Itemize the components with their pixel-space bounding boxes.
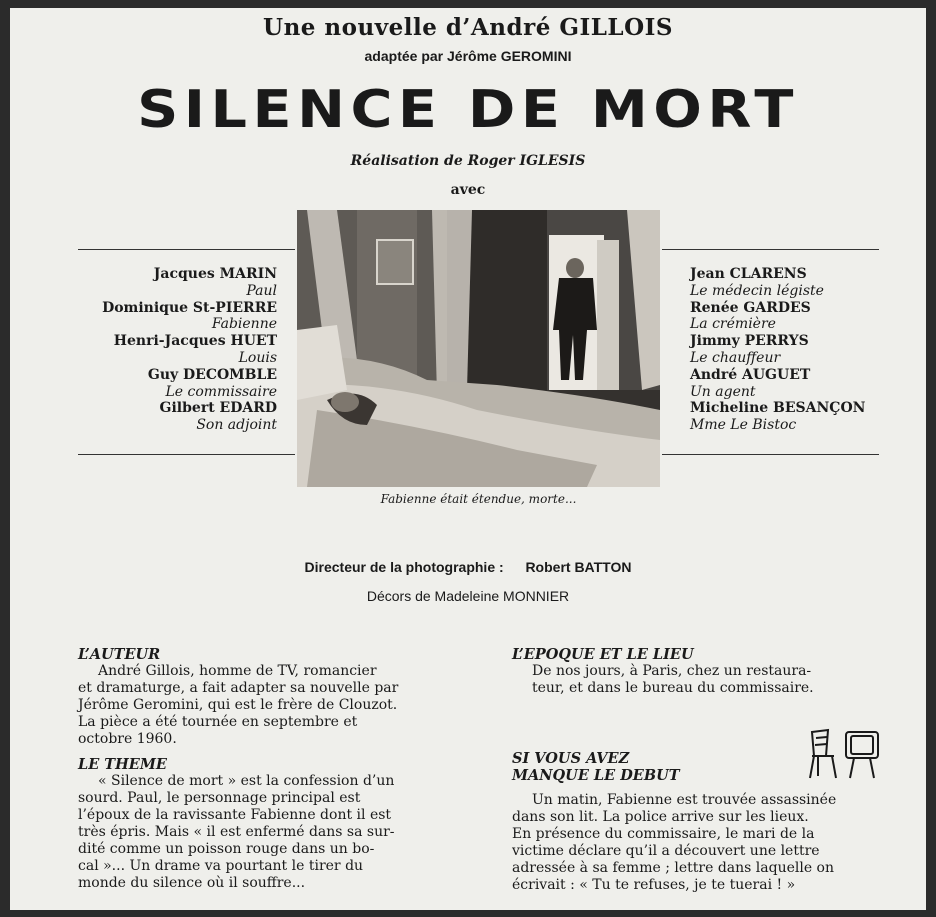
cast-role: Fabienne — [211, 316, 277, 333]
section-heading: L’AUTEUR — [78, 646, 161, 663]
cast-actor: Renée GARDES — [690, 299, 811, 316]
cast-list-left — [17, 266, 277, 434]
decors-credit: Décors de Madeleine MONNIER — [366, 588, 570, 604]
divider-right-bottom — [662, 454, 879, 455]
photo-caption: Fabienne était étendue, morte... — [380, 492, 577, 506]
cast-actor: Dominique St-PIERRE — [102, 299, 277, 316]
paragraph-line: monde du silence où il souffre... — [78, 875, 306, 891]
cast-role: Le médecin légiste — [690, 282, 824, 299]
photography-label: Directeur de la photographie : — [304, 559, 504, 575]
cast-actor: Jimmy PERRYS — [690, 333, 809, 350]
cast-actor: Jacques MARIN — [153, 266, 277, 282]
divider-left-bottom — [78, 454, 295, 455]
paragraph-line: Un matin, Fabienne est trouvée assassinée — [532, 792, 837, 808]
paragraph-line: et dramaturge, a fait adapter sa nouvelle par — [78, 680, 399, 696]
cast-role: Paul — [246, 282, 277, 299]
page-title: SILENCE DE MORT — [137, 80, 799, 140]
photography-name: Robert BATTON — [525, 559, 632, 575]
section-heading: LE THEME — [78, 756, 167, 773]
paragraph-line: très épris. Mais « il est enfermé dans sa sur- — [78, 824, 395, 840]
section-auteur — [78, 646, 446, 748]
cast-role: Mme Le Bistoc — [690, 417, 797, 434]
paragraph-line: victime déclare qu’il a découvert une lettre — [512, 843, 820, 859]
section-debut — [512, 750, 882, 894]
paragraph-line: écrivait : « Tu te refuses, je te tuerai ! » — [512, 877, 796, 893]
cast-role: Son adjoint — [196, 417, 277, 434]
paragraph-line: teur, et dans le bureau du commissaire. — [532, 680, 814, 696]
cast-actor: Gilbert EDARD — [159, 400, 277, 417]
cast-actor: Henri-Jacques HUET — [113, 333, 277, 350]
director-credit: Réalisation de Roger IGLESIS — [350, 153, 586, 169]
cast-actor: Guy DECOMBLE — [147, 366, 277, 383]
paragraph-line: sourd. Paul, le personnage principal est — [78, 790, 361, 806]
paragraph-line: adressée à sa femme ; lettre dans laquelle on — [512, 860, 834, 876]
header-adapter: adaptée par Jérôme GEROMINI — [364, 48, 572, 64]
cast-list-right — [690, 266, 920, 434]
section-theme — [78, 756, 446, 892]
cast-role: Le commissaire — [165, 383, 277, 400]
paragraph-line: Jérôme Geromini, qui est le frère de Clouzot. — [78, 697, 398, 713]
section-heading-line1: SI VOUS AVEZ — [512, 750, 630, 767]
paragraph-line: En présence du commissaire, le mari de la — [512, 826, 815, 842]
photography-credit — [10, 559, 926, 575]
cast-role: La crémière — [690, 316, 776, 333]
magazine-page — [10, 8, 926, 910]
cast-actor: Jean CLARENS — [690, 266, 807, 282]
paragraph-line: André Gillois, homme de TV, romancier — [98, 663, 377, 679]
paragraph-line: La pièce a été tournée en septembre et — [78, 714, 358, 730]
cast-role: Un agent — [690, 383, 756, 400]
section-epoque — [512, 646, 882, 697]
paragraph-line: cal »... Un drame va pourtant le tirer du — [78, 858, 364, 874]
divider-left-top — [78, 249, 295, 250]
cast-actor: André AUGUET — [690, 366, 811, 383]
divider-right-top — [662, 249, 879, 250]
section-heading: L’EPOQUE ET LE LIEU — [512, 646, 694, 663]
scene-photo — [297, 210, 660, 487]
paragraph-line: dans son lit. La police arrive sur les lieux. — [512, 809, 809, 825]
paragraph-line: l’époux de la ravissante Fabienne dont il est — [78, 807, 392, 823]
avec-label: avec — [450, 182, 486, 198]
paragraph-line: « Silence de mort » est la confession d’un — [98, 773, 395, 789]
header-author: Une nouvelle d’André GILLOIS — [263, 14, 673, 41]
cast-role: Louis — [238, 349, 277, 366]
section-heading-line2: MANQUE LE DEBUT — [512, 767, 680, 784]
paragraph-line: octobre 1960. — [78, 731, 177, 747]
cast-role: Le chauffeur — [690, 349, 781, 366]
paragraph-line: dité comme un poisson rouge dans un bo- — [78, 841, 375, 857]
paragraph-line: De nos jours, à Paris, chez un restaura- — [532, 663, 812, 679]
cast-actor: Micheline BESANÇON — [690, 400, 866, 417]
